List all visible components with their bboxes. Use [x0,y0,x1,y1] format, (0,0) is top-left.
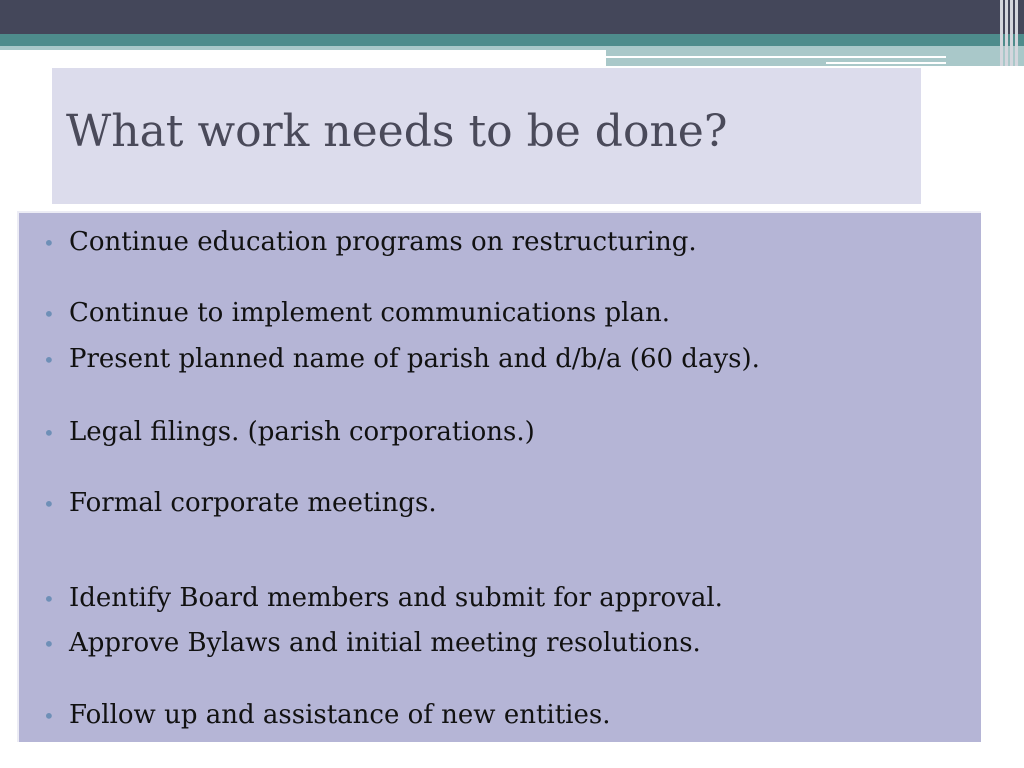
list-item [43,583,723,613]
bullet-icon: • [43,421,55,445]
list-item [43,700,610,730]
header-accent-line [606,56,946,58]
stripe [1005,0,1008,66]
list-item-text: Legal filings. (parish corporations.) [69,417,535,447]
list-item [43,298,670,328]
slide-title: What work needs to be done? [66,106,728,157]
list-item-text: Approve Bylaws and initial meeting resolutions. [69,628,701,658]
bullet-icon: • [43,704,55,728]
bullet-icon: • [43,492,55,516]
title-box [52,68,921,204]
bullet-icon: • [43,632,55,656]
header-teal-band [0,34,1024,46]
stripe [1010,0,1013,66]
header-vertical-stripes [1000,0,1018,66]
list-item-text: Present planned name of parish and d/b/a (60 days). [69,344,760,374]
list-item [43,417,535,447]
header-light-teal-band [0,46,606,50]
list-item-text: Follow up and assistance of new entities. [69,700,611,730]
list-item [43,628,701,658]
list-item [43,227,697,257]
content-box [17,211,981,742]
list-item [43,488,437,518]
list-item-text: Continue to implement communications plan. [69,298,671,328]
bullet-icon: • [43,587,55,611]
list-item-text: Identify Board members and submit for approval. [69,583,723,613]
stripe [1000,0,1003,66]
header-dark-band [0,0,1024,34]
stripe [1015,0,1018,66]
bullet-icon: • [43,231,55,255]
list-item-text: Continue education programs on restructuring. [69,227,697,257]
bullet-icon: • [43,348,55,372]
bullet-icon: • [43,302,55,326]
header-accent-line-short [826,62,946,64]
list-item [43,344,760,374]
list-item-text: Formal corporate meetings. [69,488,437,518]
